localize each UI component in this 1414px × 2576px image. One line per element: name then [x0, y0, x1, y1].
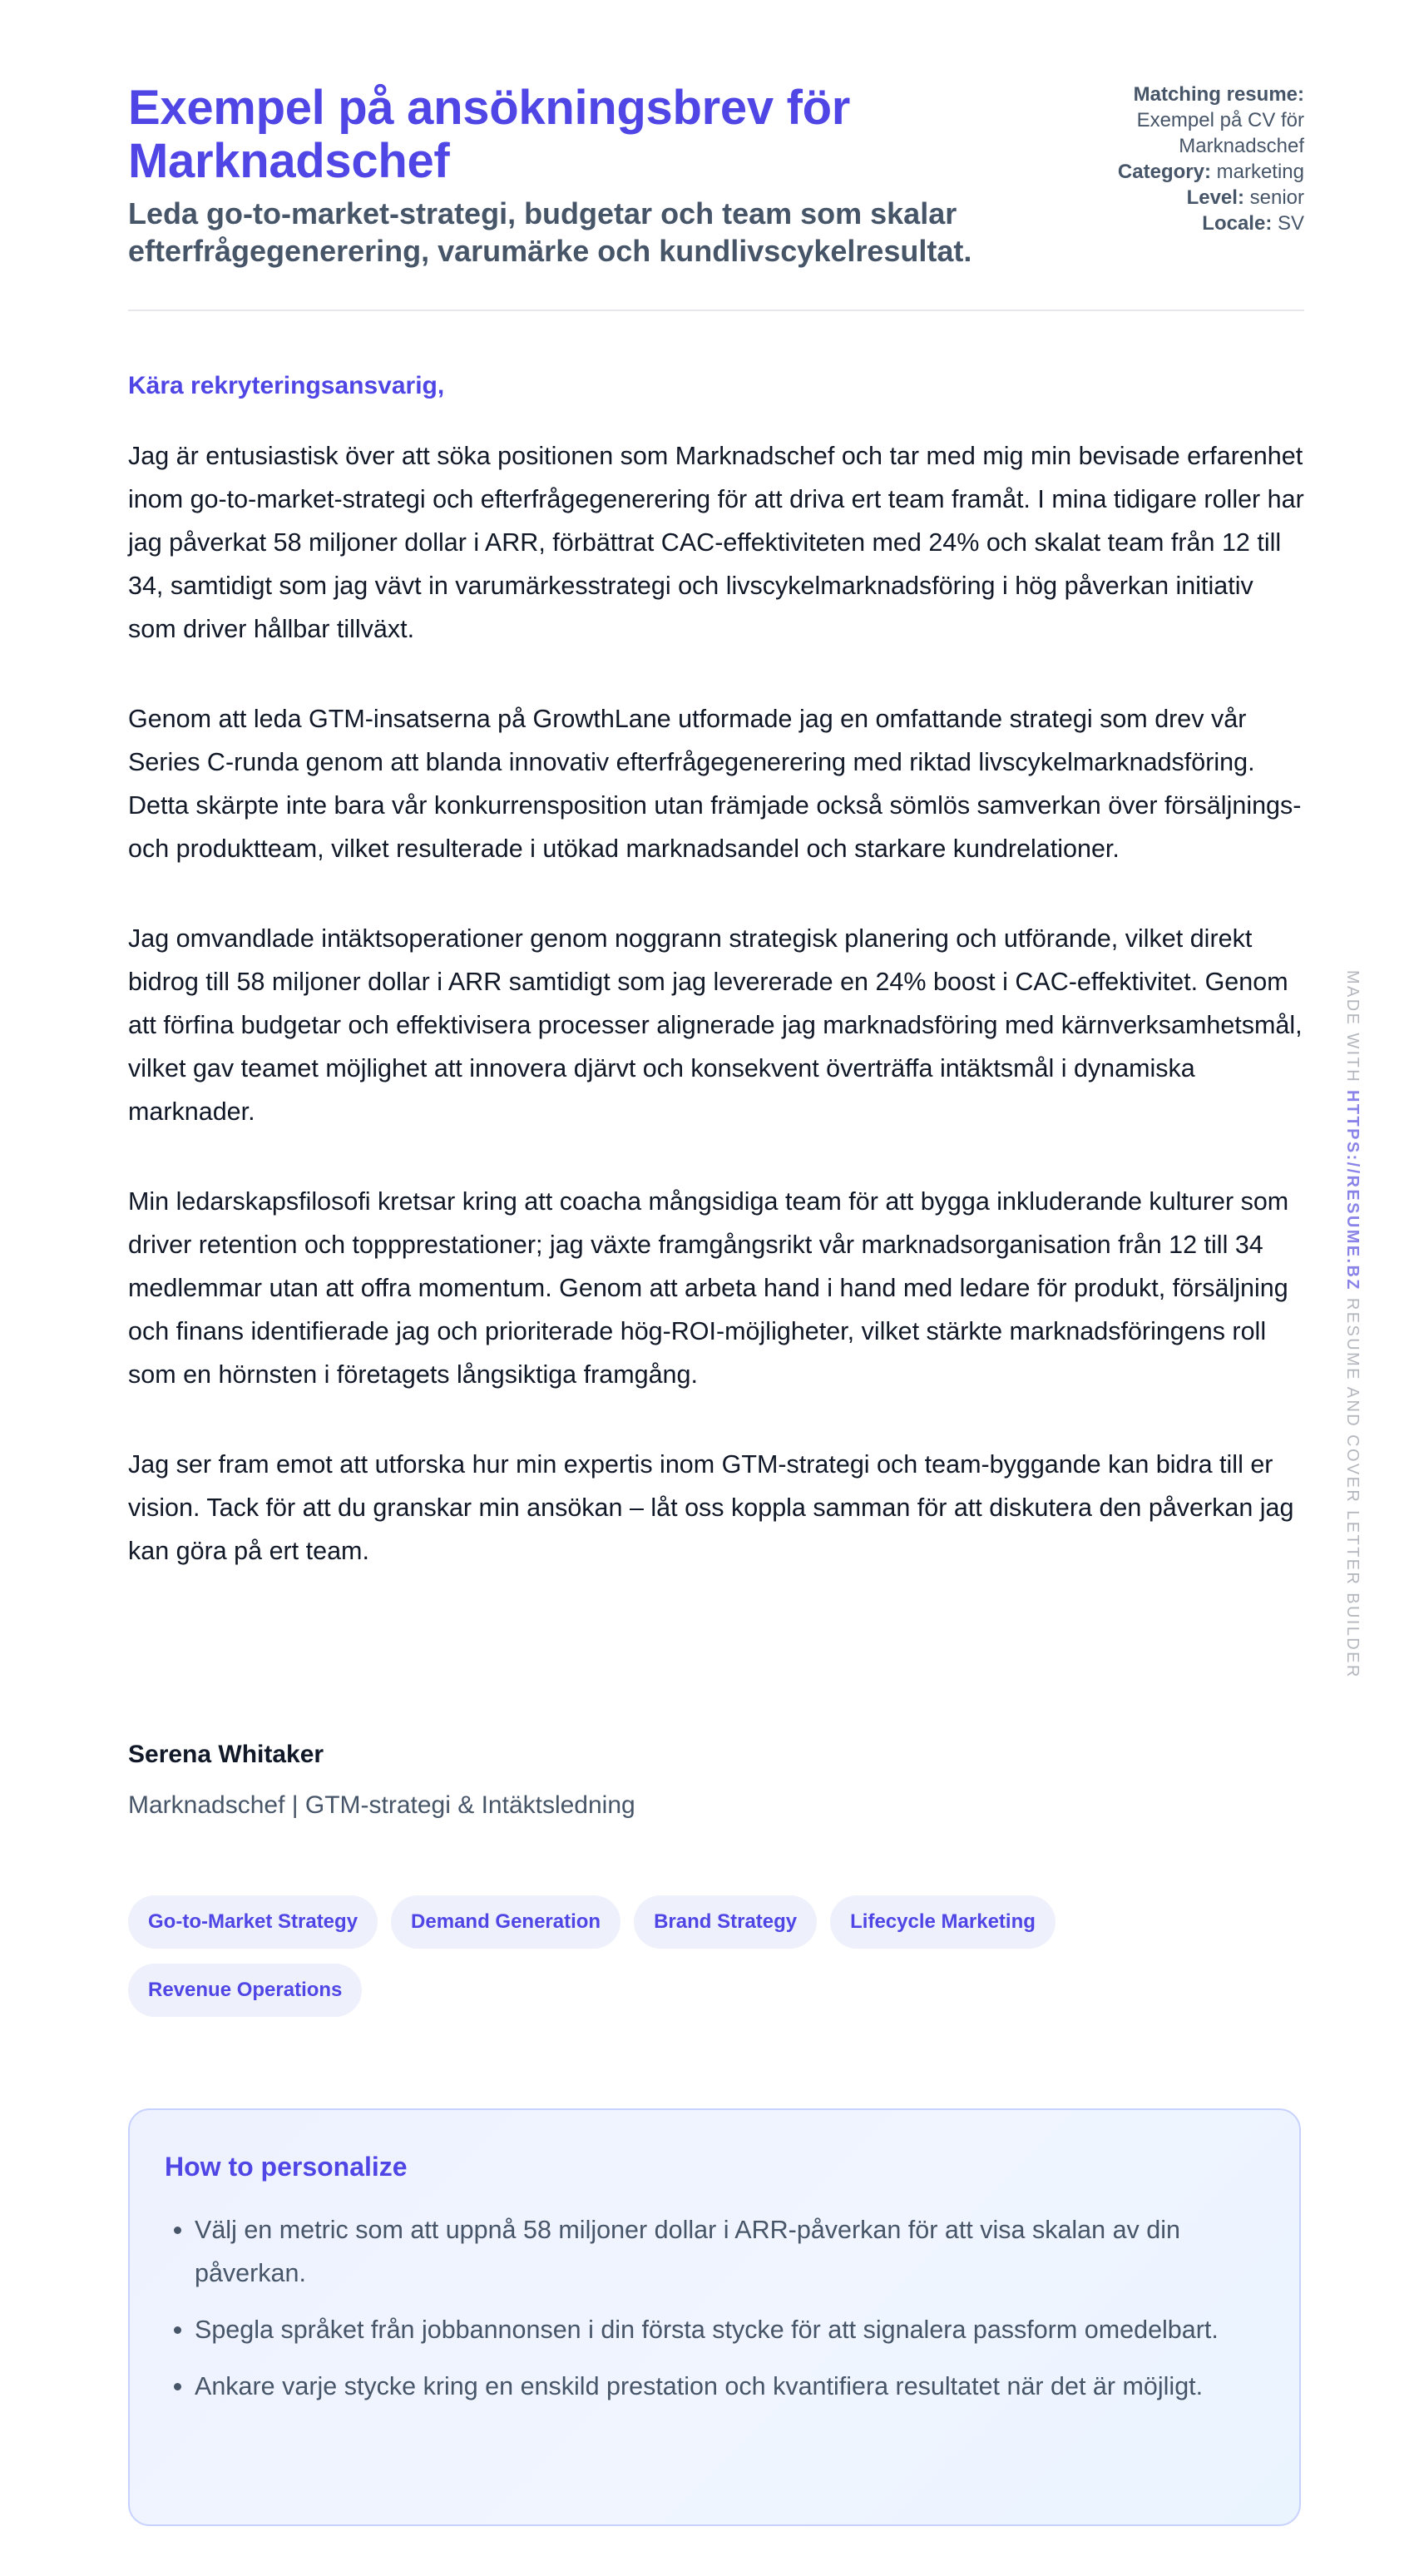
skill-tag: Revenue Operations [128, 1964, 362, 2017]
meta-matching-resume [1055, 82, 1304, 159]
made-with-prefix: MADE WITH [1343, 970, 1362, 1084]
meta-panel [1055, 82, 1304, 236]
meta-matching-resume-value: Exempel på CV för Marknadschef [1136, 109, 1304, 157]
header-divider [128, 310, 1304, 311]
skill-tags [128, 1895, 1126, 2017]
header [128, 82, 1304, 315]
letter-body [128, 434, 1304, 1619]
personalize-tip: • Spegla språket från jobbannonsen i din första stycke för att signalera passform omedelbart. [195, 2308, 1284, 2351]
resume-bz-link[interactable]: HTTPS://RESUME.BZ [1343, 1090, 1362, 1291]
skill-tag: Go-to-Market Strategy [128, 1895, 378, 1949]
personalize-tips [165, 2208, 1284, 2421]
letter-paragraph: Jag ser fram emot att utforska hur min expertis inom GTM-strategi och team-byggande kan bidra till er vision. Tack för att du granskar min ansökan – låt oss koppla samman för att diskutera den påverkan jag kan göra på ert team. [128, 1450, 1294, 1565]
meta-level-label: Level: [1186, 186, 1244, 209]
skill-tag: Brand Strategy [634, 1895, 817, 1949]
letter-paragraph: Jag omvandlade intäktsoperationer genom noggrann strategisk planering och utförande, vilket direkt bidrog till 58 miljoner dollar i ARR samtidigt som jag levererade en 24% boost i CAC-effektivitet. Genom att förfina budgetar och effektivisera processer alignerade jag marknadsföring med kärnverksamhetsmål, vilket gav teamet möjlighet att innovera djärvt och konsekvent överträffa intäktsmål i dynamiska marknader. [128, 924, 1303, 1126]
meta-level [1055, 185, 1304, 211]
letter-paragraph: Min ledarskapsfilosofi kretsar kring att coacha mångsidiga team för att bygga inkluderande kulturer som driver retention och toppprestationer; jag växte framgångsrikt vår marknadsorganisation från 12 till 34 medlemmar utan att offra momentum. Genom att arbeta hand i hand med ledare för produkt, försäljning och finans identifierade jag och prioriterade hög-ROI-möjligheter, vilket stärkte marknadsföringens roll som en hörnsten i företagets långsiktiga framgång. [128, 1187, 1289, 1389]
meta-locale-value: SV [1277, 212, 1304, 235]
meta-locale-label: Locale: [1202, 212, 1273, 235]
meta-locale [1055, 211, 1304, 236]
personalize-tip: • Ankare varje stycke kring en enskild prestation och kvantifiera resultatet när det är möjligt. [195, 2365, 1284, 2408]
letter-paragraph: Jag är entusiastisk över att söka positionen som Marknadschef och tar med mig min bevisade erfarenhet inom go-to-market-strategi och efterfrågegenerering för att driva ert team framåt. I mina tidigare roller har jag påverkat 58 miljoner dollar i ARR, förbättrat CAC-effektiviteten med 24% och skalat team från 12 till 34, samtidigt som jag vävt in varumärkesstrategi och livscykelmarknadsföring i hög påverkan initiativ som driver hållbar tillväxt. [128, 442, 1304, 643]
skill-tag: Demand Generation [391, 1895, 620, 1949]
greeting: Kära rekryteringsansvarig, [128, 372, 445, 399]
meta-category-value: marketing [1216, 161, 1304, 183]
meta-matching-resume-label: Matching resume: [1133, 83, 1304, 106]
personalize-card [128, 2108, 1301, 2526]
made-with-banner [1343, 970, 1362, 1679]
personalize-title: How to personalize [165, 2152, 408, 2182]
page-title: Exempel på ansökningsbrev för Marknadschef [128, 81, 851, 188]
skill-tag: Lifecycle Marketing [830, 1895, 1056, 1949]
made-with-suffix: RESUME AND COVER LETTER BUILDER [1343, 1297, 1362, 1679]
letter-paragraph: Genom att leda GTM-insatserna på GrowthLane utformade jag en omfattande strategi som drev vår Series C-runda genom att blanda innovativ efterfrågegenerering med riktad livscykelmarknadsföring. Detta skärpte inte bara vår konkurrensposition utan främjade också sömlös samverkan över försäljnings- och produktteam, vilket resulterade i utökad marknadsandel och starkare kundrelationer. [128, 705, 1302, 863]
meta-category-label: Category: [1117, 161, 1211, 183]
meta-category [1055, 159, 1304, 185]
signature-name: Serena Whitaker [128, 1741, 324, 1768]
meta-level-value: senior [1249, 186, 1304, 209]
page-subtitle: Leda go-to-market-strategi, budgetar och team som skalar efterfrågegenerering, varumärke och kundlivscykelresultat. [128, 196, 972, 268]
personalize-tip: • Välj en metric som att uppnå 58 miljoner dollar i ARR-påverkan för att visa skalan av din påverkan. [195, 2208, 1284, 2295]
signature-title: Marknadschef | GTM-strategi & Intäktsledning [128, 1791, 635, 1819]
